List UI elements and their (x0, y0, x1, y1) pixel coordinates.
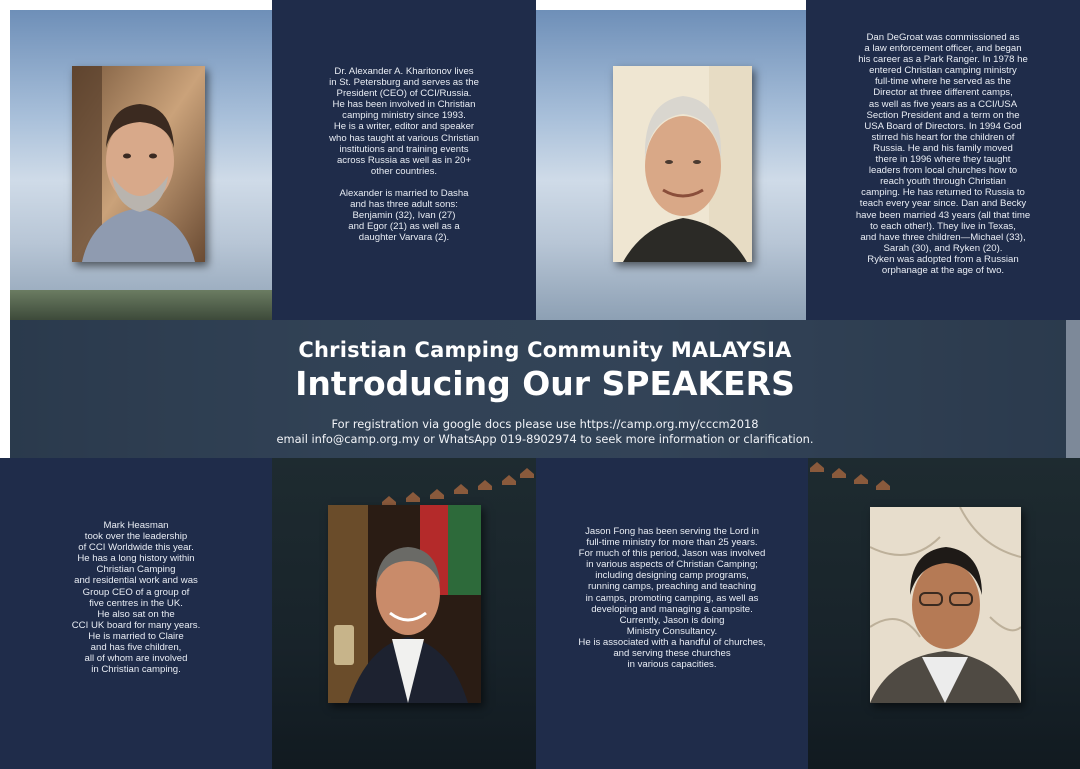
bio-line: as well as five years as a CCI/USA (868, 98, 1018, 110)
banner-left-edge (0, 320, 10, 458)
speaker-panel-alexander (272, 0, 536, 320)
bio-line: five centres in the UK. (89, 597, 183, 609)
bio-line: to each other!). They live in Texas, (870, 220, 1016, 232)
banner-title: Christian Camping Community MALAYSIA (298, 338, 792, 362)
bio-line: in various aspects of Christian Camping; (586, 559, 758, 571)
bio-line: Alexander is married to Dasha (339, 187, 469, 199)
coastline-background (10, 290, 272, 320)
bio-line: daughter Varvara (2). (358, 232, 450, 244)
bio-line: He is associated with a handful of churches, (578, 636, 766, 648)
bio-line: in various capacities. (627, 659, 717, 671)
speaker-photo-alexander (72, 66, 205, 262)
bio-line: in camps, promoting camping, as well as (585, 592, 759, 604)
bio-line: full-time where he served as the (875, 76, 1011, 88)
bio-line: other countries. (370, 165, 438, 177)
bio-line: Benjamin (32), Ivan (27) (352, 210, 456, 222)
bio-line: reach youth through Christian (880, 176, 1006, 188)
bio-line: in St. Petersburg and serves as the (329, 77, 479, 89)
bio-line: Jason Fong has been serving the Lord in (585, 526, 759, 537)
contact-info: email info@camp.org.my or WhatsApp 019-8902974 to seek more information or clarification. (276, 432, 814, 446)
bio-line: Currently, Jason is doing (619, 614, 725, 626)
bio-line: a law enforcement officer, and began (864, 43, 1022, 55)
speaker-photo-jason (870, 507, 1021, 703)
bio-line: CCI UK board for many years. (71, 619, 201, 631)
bio-line: Mark Heasman (103, 520, 169, 531)
bio-line: camping. He has returned to Russia to (861, 187, 1025, 199)
bio-line: have been married 43 years (all that time (855, 209, 1031, 221)
bio-line: teach every year since. Dan and Becky (859, 198, 1027, 210)
bio-line: and have three children—Michael (33), (860, 231, 1026, 243)
registration-info: For registration via google docs please use https://camp.org.my/cccm2018 (331, 417, 759, 431)
speaker-panel-dan (806, 0, 1080, 320)
bio-line: and residential work and was (74, 575, 198, 587)
bio-line: Sarah (30), and Ryken (20). (883, 242, 1003, 254)
bio-line: Ryken was adopted from a Russian (867, 253, 1019, 265)
bio-line: his career as a Park Ranger. In 1978 he (858, 54, 1028, 66)
bio-line: He has been involved in Christian (332, 99, 476, 111)
bio-line: developing and managing a campsite. (591, 603, 753, 615)
bio-line: across Russia as well as in 20+ (336, 154, 472, 166)
bio-line: including designing camp programs, (595, 570, 749, 582)
bio-line: all of whom are involved (84, 653, 188, 665)
speaker-photo-mark (328, 505, 481, 703)
bio-line: entered Christian camping ministry (869, 65, 1017, 77)
bio-line: Director at three different camps, (873, 87, 1013, 99)
bio-line: and has three adult sons: (350, 199, 458, 211)
bio-line: institutions and training events (339, 143, 469, 155)
bio-line: and has five children, (90, 642, 182, 654)
bio-line: Section President and a term on the (866, 109, 1020, 121)
bio-line: camping ministry since 1993. (342, 110, 466, 122)
bio-line: Dan DeGroat was commissioned as (866, 32, 1020, 43)
bio-line: and Egor (21) as well as a (348, 221, 460, 233)
bio-line: full-time ministry for more than 25 years. (586, 537, 758, 549)
bio-line: USA Board of Directors. In 1994 God (864, 120, 1022, 132)
bio-line: of CCI Worldwide this year. (78, 542, 194, 554)
bio-line: leaders from local churches how to (868, 165, 1018, 177)
bio-line: For much of this period, Jason was involved (578, 548, 766, 560)
bio-line: Dr. Alexander A. Kharitonov lives (334, 66, 474, 77)
bio-line: He is married to Claire (88, 630, 184, 642)
bio-line: Group CEO of a group of (82, 586, 190, 598)
speaker-panel-mark (0, 458, 272, 769)
bio-line: and serving these churches (613, 648, 731, 660)
bio-line: there in 1996 where they taught (875, 154, 1011, 166)
bio-line: in Christian camping. (91, 664, 181, 676)
bio-line: orphanage at the age of two. (881, 264, 1005, 276)
speaker-panel-jason (536, 458, 808, 769)
speaker-photo-dan (613, 66, 752, 262)
bio-line: He also sat on the (97, 608, 175, 620)
bio-line: He is a writer, editor and speaker (333, 121, 475, 133)
bio-line: Christian Camping (96, 564, 176, 576)
bio-line: stirred his heart for the children of (871, 131, 1015, 143)
bio-line: Russia. He and his family moved (873, 142, 1013, 154)
bio-line: running camps, preaching and teaching (587, 581, 756, 593)
bio-line: who has taught at various Christian (329, 132, 479, 144)
bio-line: He has a long history within (77, 553, 195, 565)
banner-subtitle: Introducing Our SPEAKERS (295, 364, 795, 403)
bio-line: took over the leadership (84, 531, 188, 543)
bio-line: Ministry Consultancy. (626, 625, 718, 637)
bio-line: President (CEO) of CCI/Russia. (336, 88, 472, 100)
